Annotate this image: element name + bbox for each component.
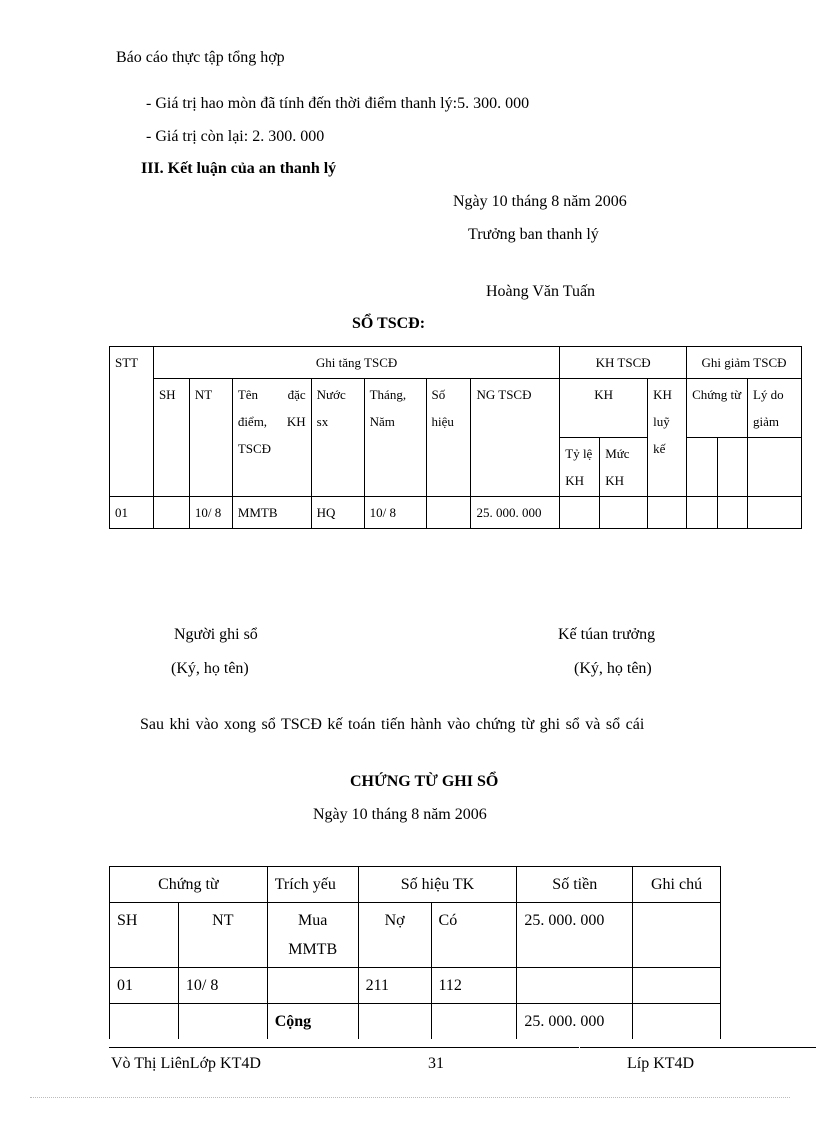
depreciation-line: - Giá trị hao mòn đã tính đến thời điểm thanh lý:5. 300. 000 (146, 95, 530, 112)
header-ten-dac-diem: Tên đặc điểm, KH TSCĐ (232, 379, 311, 497)
row-nt: 10/ 8 (189, 497, 232, 529)
ctgs-row-co: 112 (431, 968, 517, 1004)
ctgs-row-sh: 01 (110, 968, 179, 1004)
header-ly-do-giam: Lý do giảm (747, 379, 801, 438)
header-ghi-tang: Ghi tăng TSCĐ (153, 347, 559, 379)
empty-cell (517, 968, 633, 1004)
signature-right-sub: (Ký, họ tên) (574, 660, 652, 677)
remaining-value-line: - Giá trị còn lại: 2. 300. 000 (146, 128, 325, 145)
empty-cell (633, 968, 721, 1004)
signature-right-title: Kế túan trưởng (558, 626, 656, 643)
page-edge-divider (30, 1097, 790, 1098)
chung-tu-ghi-so-date: Ngày 10 tháng 8 năm 2006 (313, 806, 487, 823)
row-thang: 10/ 8 (364, 497, 426, 529)
header-kh-luy-ke: KH luỹ kế (648, 379, 687, 497)
empty-cell (178, 1004, 267, 1040)
ctgs-header-chung-tu: Chứng từ (110, 867, 268, 903)
empty-cell (718, 438, 748, 497)
signature-left-sub: (Ký, họ tên) (171, 660, 249, 677)
ctgs-header-no: Nợ (358, 903, 431, 968)
empty-cell (267, 968, 358, 1004)
ctgs-header-trich-yeu: Trích yếu (267, 867, 358, 903)
footer-divider-right (580, 1047, 816, 1048)
footer-class: Líp KT4D (627, 1055, 695, 1072)
empty-cell (633, 903, 721, 968)
empty-cell (747, 497, 801, 529)
so-tscd-title: SỔ TSCĐ: (352, 315, 426, 332)
signature-role: Trưởng ban thanh lý (468, 226, 599, 243)
ctgs-header-so-tien: Số tiền (517, 867, 633, 903)
header-nuoc-sx: Nước sx (311, 379, 364, 497)
empty-cell (358, 1004, 431, 1040)
header-kh: KH (560, 379, 648, 438)
ctgs-total-amount: 25. 000. 000 (517, 1004, 633, 1040)
empty-cell (110, 1004, 179, 1040)
chung-tu-ghi-so-table (109, 866, 721, 1039)
report-header-title: Báo cáo thực tập tổng hợp (116, 49, 285, 66)
footer-page-number: 31 (428, 1055, 444, 1072)
ctgs-row-nt: 10/ 8 (178, 968, 267, 1004)
empty-cell (687, 497, 718, 529)
transition-paragraph: Sau khi vào xong sổ TSCĐ kế toán tiến hành vào chứng từ ghi sổ và sổ cái (140, 716, 645, 733)
ctgs-header-nt: NT (178, 903, 267, 968)
empty-cell (633, 1004, 721, 1040)
header-ng-tscd: NG TSCĐ (471, 379, 560, 497)
row-so-hieu (426, 497, 471, 529)
conclusion-heading: III. Kết luận của an thanh lý (141, 160, 337, 177)
ctgs-header-ghi-chu: Ghi chú (633, 867, 721, 903)
ctgs-so-tien-value: 25. 000. 000 (517, 903, 633, 968)
ctgs-trich-yeu-value: Mua MMTB (267, 903, 358, 968)
header-ghi-giam: Ghi giảm TSCĐ (687, 347, 802, 379)
header-muc-kh: Mức KH (600, 438, 648, 497)
table-row (110, 497, 802, 529)
header-kh-tscd: KH TSCĐ (560, 347, 687, 379)
signer-name: Hoàng Văn Tuấn (486, 283, 596, 300)
row-stt: 01 (110, 497, 154, 529)
header-sh: SH (153, 379, 189, 497)
empty-cell (687, 438, 718, 497)
signature-left-title: Người ghi sổ (174, 626, 258, 643)
signature-date: Ngày 10 tháng 8 năm 2006 (453, 193, 627, 210)
header-thang-nam: Tháng, Năm (364, 379, 426, 497)
header-chung-tu: Chứng từ (687, 379, 748, 438)
empty-cell (718, 497, 748, 529)
header-stt: STT (110, 347, 154, 497)
row-ng: 25. 000. 000 (471, 497, 560, 529)
ctgs-row-no: 211 (358, 968, 431, 1004)
header-nt: NT (189, 379, 232, 497)
ctgs-header-co: Có (431, 903, 517, 968)
table-row (110, 1004, 721, 1040)
table-row (110, 968, 721, 1004)
empty-cell (560, 497, 600, 529)
row-ten: MMTB (232, 497, 311, 529)
ctgs-header-so-hieu-tk: Số hiệu TK (358, 867, 517, 903)
footer-divider-left (109, 1047, 579, 1048)
chung-tu-ghi-so-title: CHỨNG TỪ GHI SỔ (350, 773, 499, 790)
footer-author: Vò Thị LiênLớp KT4D (111, 1055, 261, 1072)
empty-cell (431, 1004, 517, 1040)
row-nuoc: HQ (311, 497, 364, 529)
row-sh (153, 497, 189, 529)
header-ty-le-kh: Tỷ lệ KH (560, 438, 600, 497)
ctgs-header-sh: SH (110, 903, 179, 968)
header-so-hieu: Số hiệu (426, 379, 471, 497)
so-tscd-table (109, 346, 802, 529)
empty-cell (600, 497, 648, 529)
empty-cell (747, 438, 801, 497)
ctgs-total-label: Cộng (267, 1004, 358, 1040)
empty-cell (648, 497, 687, 529)
